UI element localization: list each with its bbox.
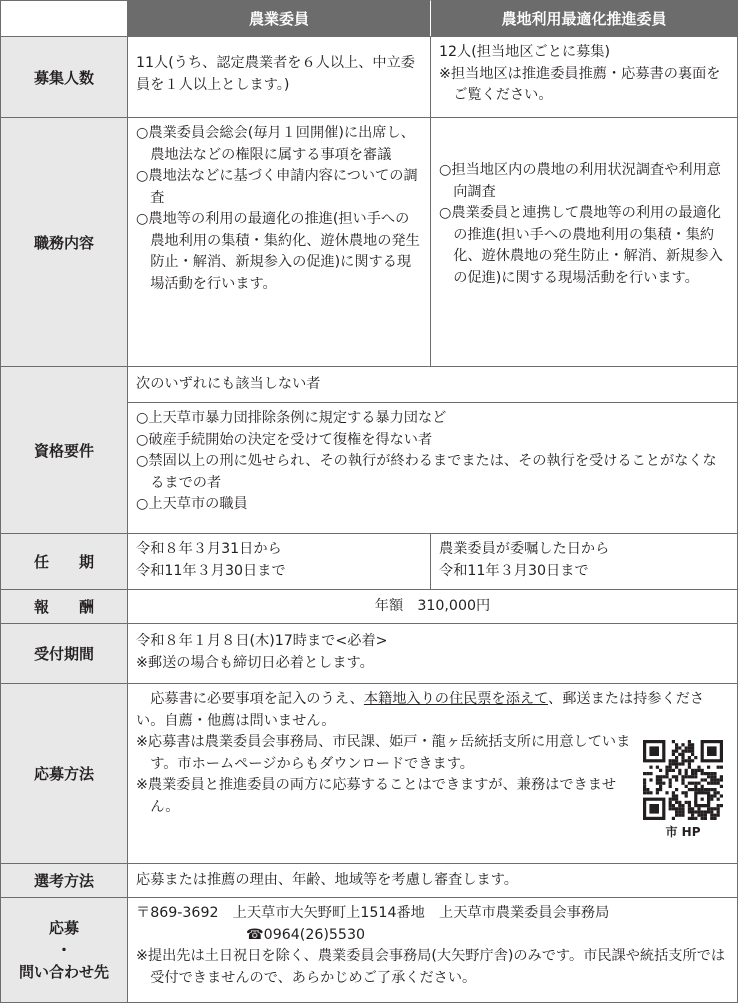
label-period: 受付期間 [0, 623, 128, 684]
term-col1-start: 令和８年３月31日から [136, 541, 282, 557]
reward-amount: 年額 310,000円 [374, 597, 491, 614]
city-hp-qr[interactable] [641, 740, 725, 844]
duties-col2-item: ○農業委員と連携して農地等の利用の最適化の推進(担い手への農地利用の集積・集約化、遊休農地の発生防止・解消、新規参入の促進)に関する現場活動を行います。 [439, 205, 723, 286]
selection-text: 応募または推薦の理由、年齢、地域等を考慮し審査します。 [136, 872, 518, 888]
label-term: 任 期 [0, 533, 128, 590]
label-reward: 報 酬 [0, 589, 128, 624]
recruit-col2-count: 12人(担当地区ごとに募集) [439, 44, 610, 60]
recruit-col2-note: ※担当地区は推進委員推薦・応募書の裏面をご覧ください。 [439, 65, 721, 103]
label-recruit: 募集人数 [0, 36, 128, 118]
duties-col1-item: ○農地等の利用の最適化の推進(担い手への農地利用の集積・集約化、遊休農地の発生防止・解消、新規参入の促進)に関する現場活動を行います。 [136, 211, 420, 292]
duties-col1-item: ○農地法などに基づく申請内容についての調査 [136, 168, 418, 206]
label-contact-dot: ・ [56, 941, 72, 959]
duties-col1 [127, 117, 431, 367]
qualification-items [127, 402, 738, 534]
header-blank [0, 0, 128, 37]
label-duties: 職務内容 [0, 117, 128, 367]
apply-note-dual: ※農業委員と推進委員の両方に応募することはできますが、兼務はできません。 [136, 777, 617, 815]
apply-lead-underline: 本籍地入りの住民票を添えて [363, 691, 549, 707]
term-col1-end: 令和11年３月30日まで [136, 562, 286, 579]
qualification-intro [127, 366, 738, 403]
qualification-item: ○破産手続開始の決定を受けて復権を得ない者 [136, 431, 433, 448]
apply-lead-pre: 応募書に必要事項を記入のうえ、 [150, 691, 364, 707]
qualification-item: ○禁固以上の刑に処せられ、その執行が終わるまでまたは、その執行を受けることがなくなるまでの者 [136, 453, 717, 491]
contact-address: 〒869-3692 上天草市大矢野町上1514番地 上天草市農業委員会事務局 [136, 905, 610, 921]
qualification-item: ○上天草市の職員 [136, 496, 248, 512]
contact-content [127, 897, 738, 1003]
apply-content [127, 683, 738, 864]
period-deadline: 令和８年１月８日(木)17時まで<必着> [136, 633, 388, 649]
label-contact-line1: 応募 [48, 919, 79, 937]
label-qualification: 資格要件 [0, 366, 128, 534]
qr-code-icon [643, 740, 723, 820]
label-contact [0, 897, 128, 1003]
recruit-col2 [430, 36, 738, 118]
period-note: ※郵送の場合も締切日必着とします。 [136, 654, 374, 671]
selection-content [127, 863, 738, 898]
label-selection: 選考方法 [0, 863, 128, 898]
label-contact-line2: 問い合わせ先 [18, 963, 109, 981]
qualification-intro-text: 次のいずれにも該当しない者 [136, 376, 321, 392]
recruit-col1 [127, 36, 431, 118]
term-col2-end: 令和11年３月30日まで [439, 562, 589, 579]
qr-caption: 市 HP [665, 825, 701, 839]
recruit-col1-text: 11人(うち、認定農業者を６人以上、中立委員を１人以上とします。) [136, 55, 415, 93]
qualification-item: ○上天草市暴力団排除条例に規定する暴力団など [136, 410, 447, 426]
header-agricultural-committee: 農業委員 [127, 0, 431, 37]
term-col2-start: 農業委員が委嘱した日から [439, 541, 610, 557]
duties-col1-item: ○農業委員会総会(毎月１回開催)に出席し、農地法などの権限に属する事項を審議 [136, 125, 415, 163]
apply-lead [136, 689, 729, 732]
reward-value [127, 589, 738, 624]
term-col2 [430, 533, 738, 590]
apply-lead-post: 、郵送または持参ください。自薦・他薦は問いません。 [136, 691, 705, 729]
apply-note-forms: ※応募書は農業委員会事務局、市民課、姫戸・龍ヶ岳統括支所に用意しています。市ホームページからもダウンロードできます。 [136, 734, 631, 772]
period-content [127, 623, 738, 684]
term-col1 [127, 533, 431, 590]
contact-phone[interactable]: ☎0964(26)5530 [246, 926, 366, 943]
label-apply: 応募方法 [0, 683, 128, 864]
header-promotion-committee: 農地利用最適化推進委員 [430, 0, 738, 37]
duties-col2 [430, 117, 738, 367]
contact-note: ※提出先は土日祝日を除く、農業委員会事務局(大矢野庁舎)のみです。市民課や統括支所では受付できませんので、あらかじめご了承ください。 [136, 948, 726, 986]
duties-col2-item: ○担当地区内の農地の利用状況調査や利用意向調査 [439, 162, 721, 200]
